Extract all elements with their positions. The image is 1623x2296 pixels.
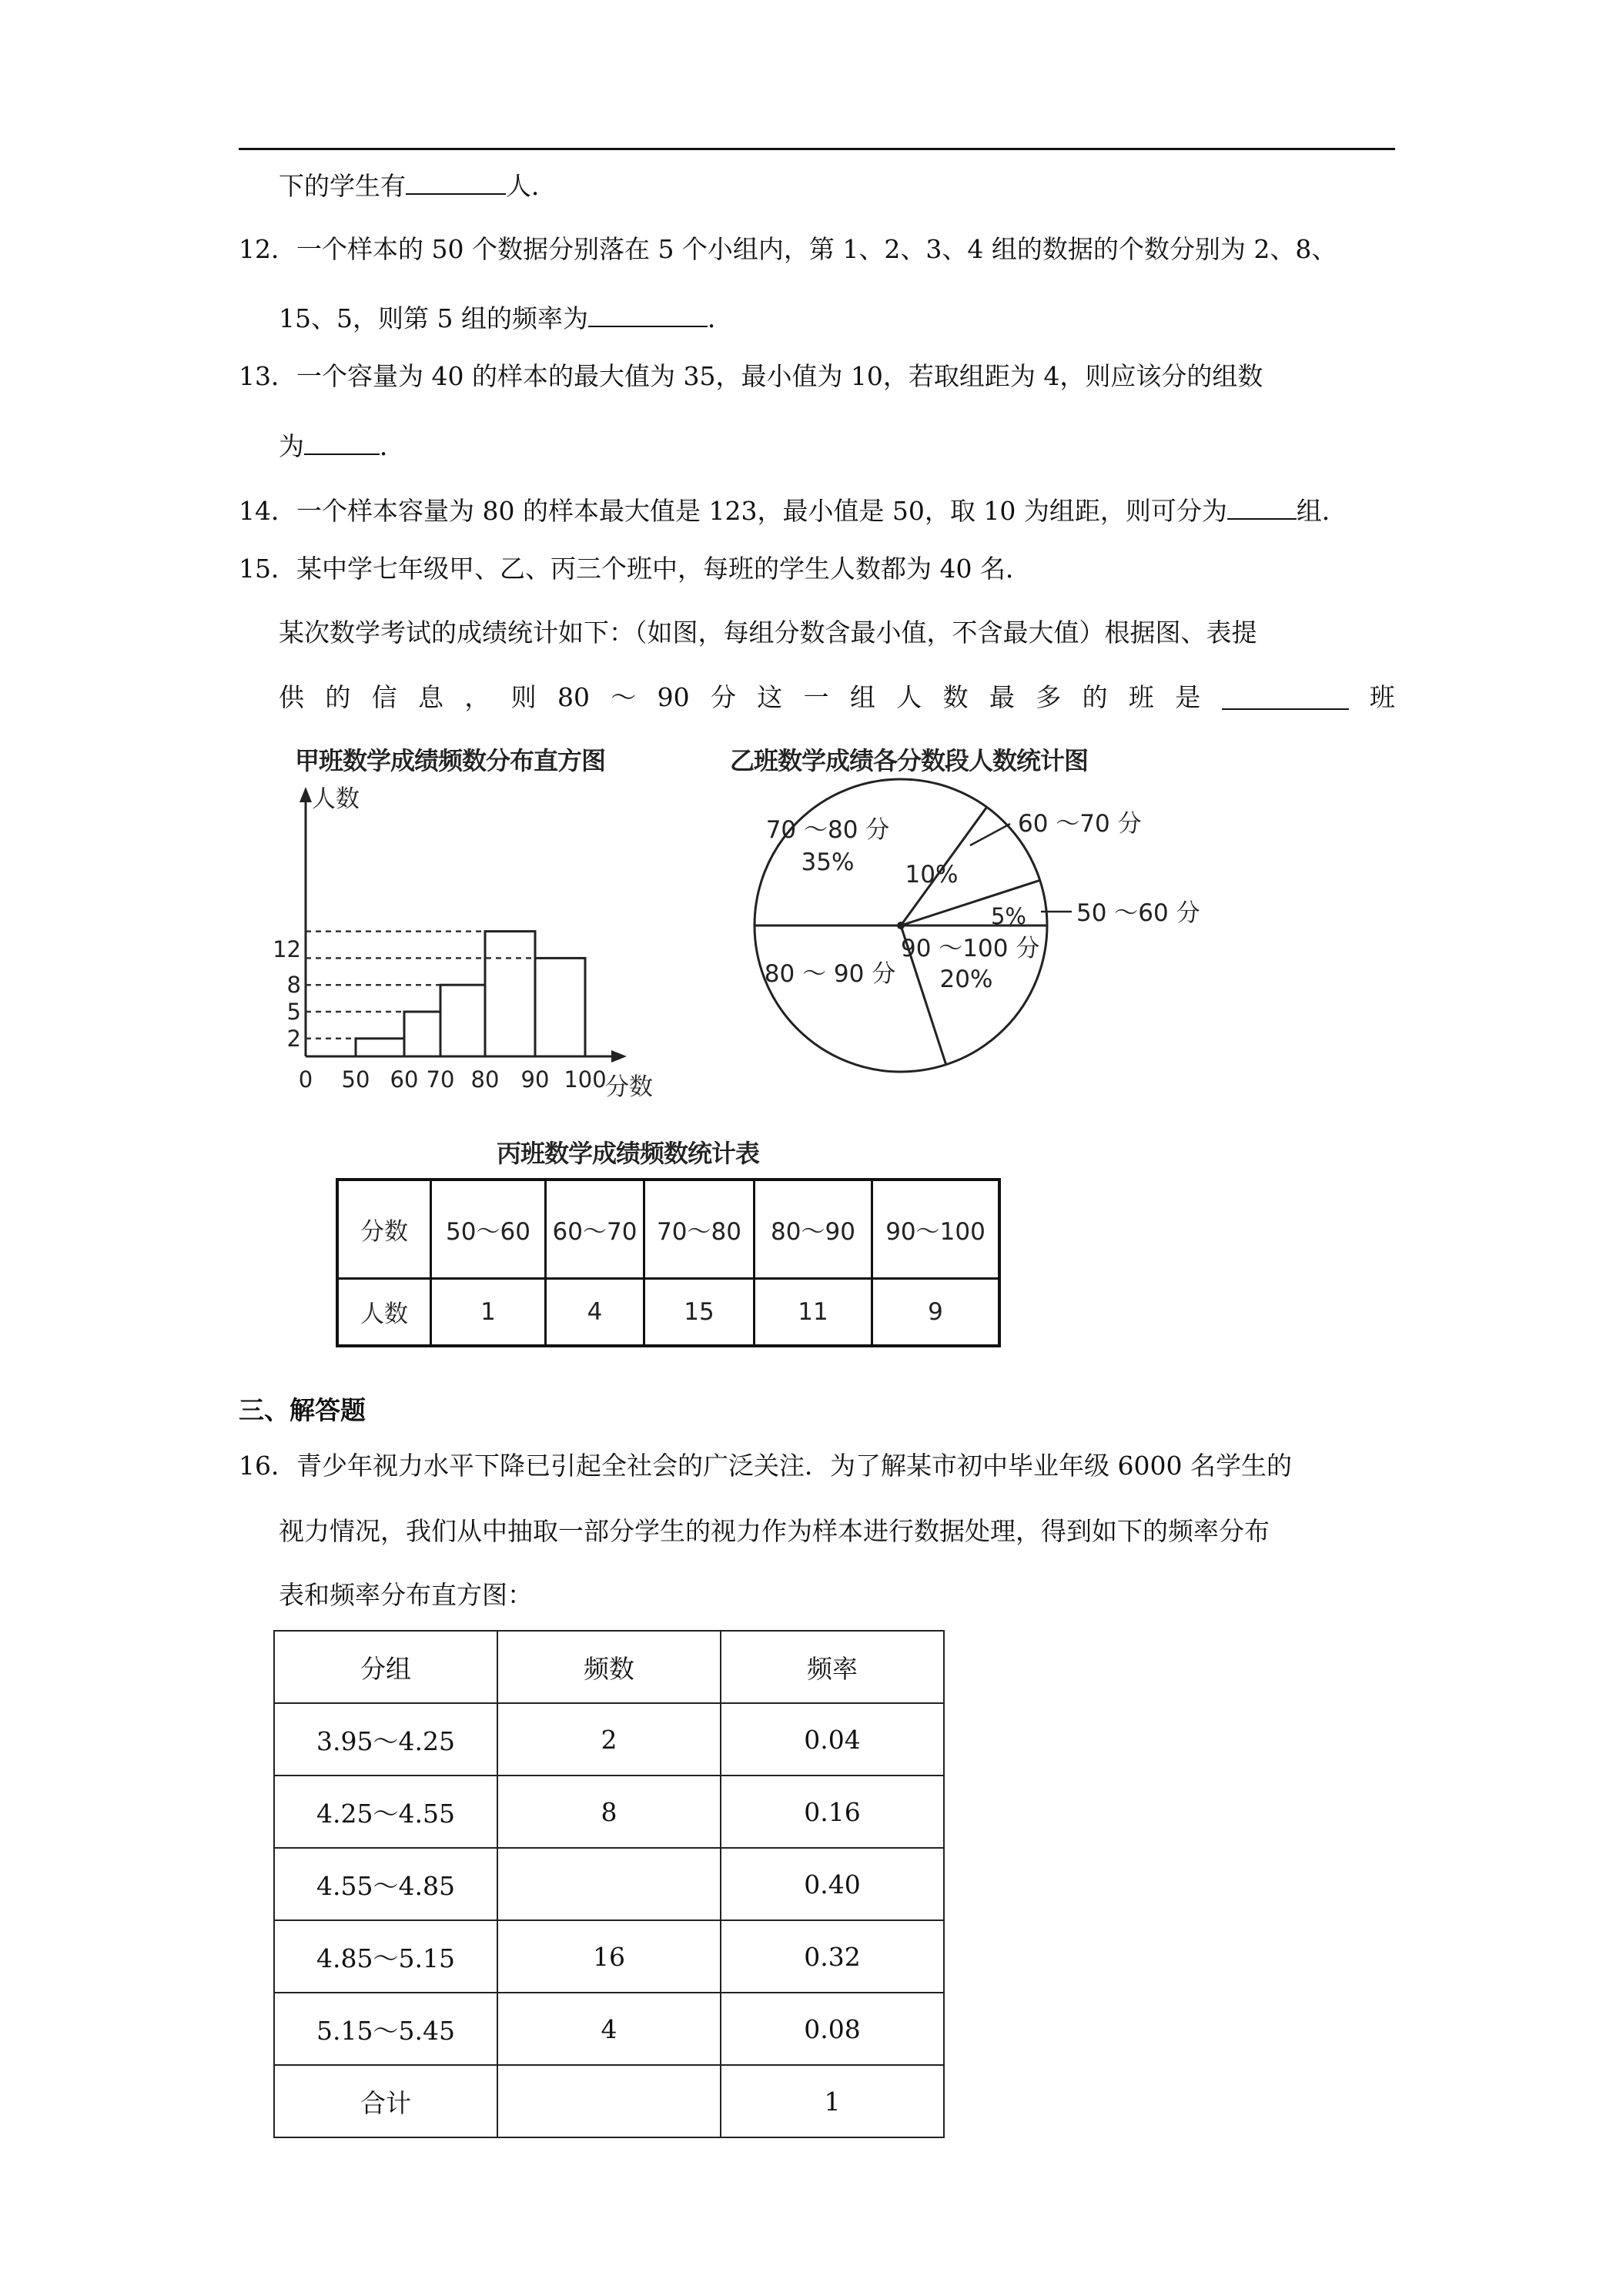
- q11-text: 下的学生有: [279, 171, 406, 201]
- table-cell-blank[interactable]: [497, 1848, 721, 1920]
- q12-line1: 12．一个样本的 50 个数据分别落在 5 个小组内，第 1、2、3、4 组的数据的个数分别为 2、8、: [239, 234, 1337, 264]
- q15-word: 一: [803, 682, 829, 712]
- table-header-cell: 频数: [497, 1631, 721, 1703]
- q15-word: 这: [757, 682, 783, 712]
- table-cell: 4.85～5.15: [274, 1920, 497, 1993]
- q15-word: 息: [417, 682, 443, 712]
- table-row: [274, 1631, 944, 1703]
- table-cell: 16: [497, 1920, 721, 1993]
- pie-center: [897, 922, 905, 929]
- table-cell: 3.95～4.25: [274, 1703, 497, 1776]
- table-cell: 5.15～5.45: [274, 1993, 497, 2065]
- table-row: [274, 1776, 944, 1848]
- table-cell: 80～90: [755, 1180, 872, 1278]
- header-rule: [239, 148, 1395, 150]
- pie-chart: [739, 778, 1216, 1101]
- q15-line2: 某次数学考试的成绩统计如下：（如图，每组分数含最小值，不含最大值）根据图、表提: [279, 618, 1257, 648]
- table-cell: 0.08: [721, 1993, 944, 2065]
- table-cell: 2: [497, 1703, 721, 1776]
- q15-word: 班: [1128, 682, 1154, 712]
- y-tick-label: 12: [273, 935, 301, 962]
- q15-word: 分: [710, 682, 736, 712]
- x-tick-label: 90: [520, 1066, 550, 1093]
- table-row-header: [337, 1180, 999, 1278]
- table-cell: 50～60: [431, 1180, 546, 1278]
- x-axis-arrow: [611, 1050, 627, 1063]
- table-cell: 分数: [337, 1180, 431, 1278]
- q15-word: ～: [611, 682, 637, 712]
- table-cell: 0.16: [721, 1776, 944, 1848]
- histogram-bar: [356, 1039, 404, 1056]
- table-cell: 4.55～4.85: [274, 1848, 497, 1920]
- histogram-bar: [440, 985, 485, 1056]
- pie-slice-percent: 35%: [801, 848, 855, 876]
- q15-word: 多: [1036, 682, 1062, 712]
- table-cell: 1: [431, 1278, 546, 1346]
- q12-text-end: ．: [707, 303, 733, 333]
- pie-slice-label: 60 ～70 分: [1018, 810, 1142, 838]
- table-cell: 4.25～4.55: [274, 1776, 497, 1848]
- q14-text: 14．一个样本容量为 80 的样本最大值是 123，最小值是 50，取 10 为组距，则可分为: [239, 496, 1227, 526]
- histogram-title: 甲班数学成绩频数分布直方图: [295, 746, 606, 775]
- q15-word: 信: [371, 682, 397, 712]
- q15-word: 班: [1369, 682, 1395, 712]
- table-cell: 11: [755, 1278, 872, 1346]
- table-cell: 合计: [274, 2065, 497, 2137]
- q13-line2: [279, 426, 405, 464]
- x-tick-label: 70: [426, 1066, 455, 1093]
- table-row: [274, 2065, 944, 2137]
- histogram-bar: [485, 932, 535, 1056]
- q16-line2: 视力情况，我们从中抽取一部分学生的视力作为样本进行数据处理，得到如下的频率分布: [279, 1516, 1270, 1546]
- table-cell-blank[interactable]: [497, 2065, 721, 2137]
- q11-text-end: 人．: [506, 171, 557, 201]
- q15-word: 组: [849, 682, 875, 712]
- table-row-counts: [337, 1278, 999, 1346]
- table-cell: 60～70: [546, 1180, 644, 1278]
- table-cell: 0.32: [721, 1920, 944, 1993]
- pie-slice-label: 80 ～ 90 分: [764, 960, 896, 988]
- q15-word: 则: [510, 682, 537, 712]
- q13-line1: 13．一个容量为 40 的样本的最大值为 35，最小值为 10，若取组距为 4，则应该分的组数: [239, 361, 1263, 391]
- y-tick-label: 2: [286, 1025, 301, 1052]
- q15-word: 是: [1175, 682, 1201, 712]
- pie-slice-label: 50 ～60 分: [1076, 899, 1200, 927]
- y-tick-label: 8: [286, 972, 301, 999]
- x-tick-label: 100: [564, 1066, 607, 1093]
- q16-line3: 表和频率分布直方图：: [279, 1580, 533, 1610]
- table-cell: 90～100: [872, 1180, 1000, 1278]
- table-header-cell: 分组: [274, 1631, 497, 1703]
- table-row: [274, 1703, 944, 1776]
- pie-title: 乙班数学成绩各分数段人数统计图: [730, 746, 1089, 775]
- table-cell: 4: [546, 1278, 644, 1346]
- pie-slice-percent: 5%: [990, 903, 1027, 929]
- q15-line1: 15．某中学七年级甲、乙、丙三个班中，每班的学生人数都为 40 名．: [239, 554, 1031, 584]
- q11-tail: [279, 166, 557, 203]
- table-row: [274, 1993, 944, 2065]
- table-cell: 人数: [337, 1278, 431, 1346]
- x-axis-label: 分数: [605, 1073, 653, 1101]
- x-tick-label: 60: [390, 1066, 419, 1093]
- y-tick-label: 5: [286, 999, 301, 1025]
- x-tick-label: 50: [341, 1066, 370, 1093]
- table-cell: 4: [497, 1993, 721, 2065]
- pie-slice-percent: 10%: [905, 861, 959, 889]
- q12-text: 15、5，则第 5 组的频率为: [279, 303, 588, 333]
- q15-word: 人: [896, 682, 922, 712]
- table-header-cell: 频率: [721, 1631, 944, 1703]
- answer-blank[interactable]: [1227, 490, 1297, 520]
- q12-line2: [279, 298, 733, 336]
- q15-word: ，: [464, 682, 490, 712]
- q15-word: 80: [557, 682, 590, 712]
- table-cell: 9: [872, 1278, 1000, 1346]
- q13-text-end: ．: [380, 431, 405, 461]
- section-heading: 三、解答题: [239, 1395, 366, 1425]
- table-row: [274, 1920, 944, 1993]
- table-row: [274, 1848, 944, 1920]
- table-cell: 0.40: [721, 1848, 944, 1920]
- q13-text: 为: [279, 431, 304, 461]
- histogram-chart: [273, 778, 685, 1105]
- q15-word: 90: [657, 682, 690, 712]
- frequency-table: [273, 1630, 945, 2138]
- y-axis-label: 人数: [312, 785, 360, 813]
- table-title: 丙班数学成绩频数统计表: [497, 1139, 760, 1168]
- histogram-bar: [535, 958, 585, 1056]
- pie-slice-percent: 20%: [939, 966, 993, 993]
- q15-word: 的: [325, 682, 351, 712]
- q14-text-end: 组．: [1296, 496, 1347, 526]
- histogram-bar: [404, 1012, 440, 1056]
- answer-blank[interactable]: [1222, 681, 1349, 710]
- q16-line1: 16．青少年视力水平下降已引起全社会的广泛关注．为了解某市初中毕业年级 6000 名学生的: [239, 1451, 1292, 1481]
- pie-slice-label: 70 ～80 分: [765, 816, 890, 844]
- pie-slice-label: 90 ～100 分: [901, 935, 1040, 962]
- table-cell: 0.04: [721, 1703, 944, 1776]
- answer-blank[interactable]: [304, 426, 380, 455]
- q15-line3: [279, 681, 1395, 715]
- x-tick-label: 80: [470, 1066, 500, 1093]
- q14-line: [239, 490, 1347, 528]
- x-tick-label: 0: [298, 1066, 313, 1093]
- table-cell: 8: [497, 1776, 721, 1848]
- table-cell: 70～80: [644, 1180, 755, 1278]
- table-cell: 1: [721, 2065, 944, 2137]
- bing-class-table: [336, 1178, 1001, 1347]
- q15-word: 的: [1082, 682, 1108, 712]
- q15-word: 最: [989, 682, 1015, 712]
- answer-blank[interactable]: [588, 298, 708, 327]
- y-axis-arrow: [300, 787, 312, 802]
- q15-word: 数: [942, 682, 969, 712]
- q15-word: 供: [279, 682, 304, 712]
- table-cell: 15: [644, 1278, 755, 1346]
- answer-blank[interactable]: [406, 166, 506, 195]
